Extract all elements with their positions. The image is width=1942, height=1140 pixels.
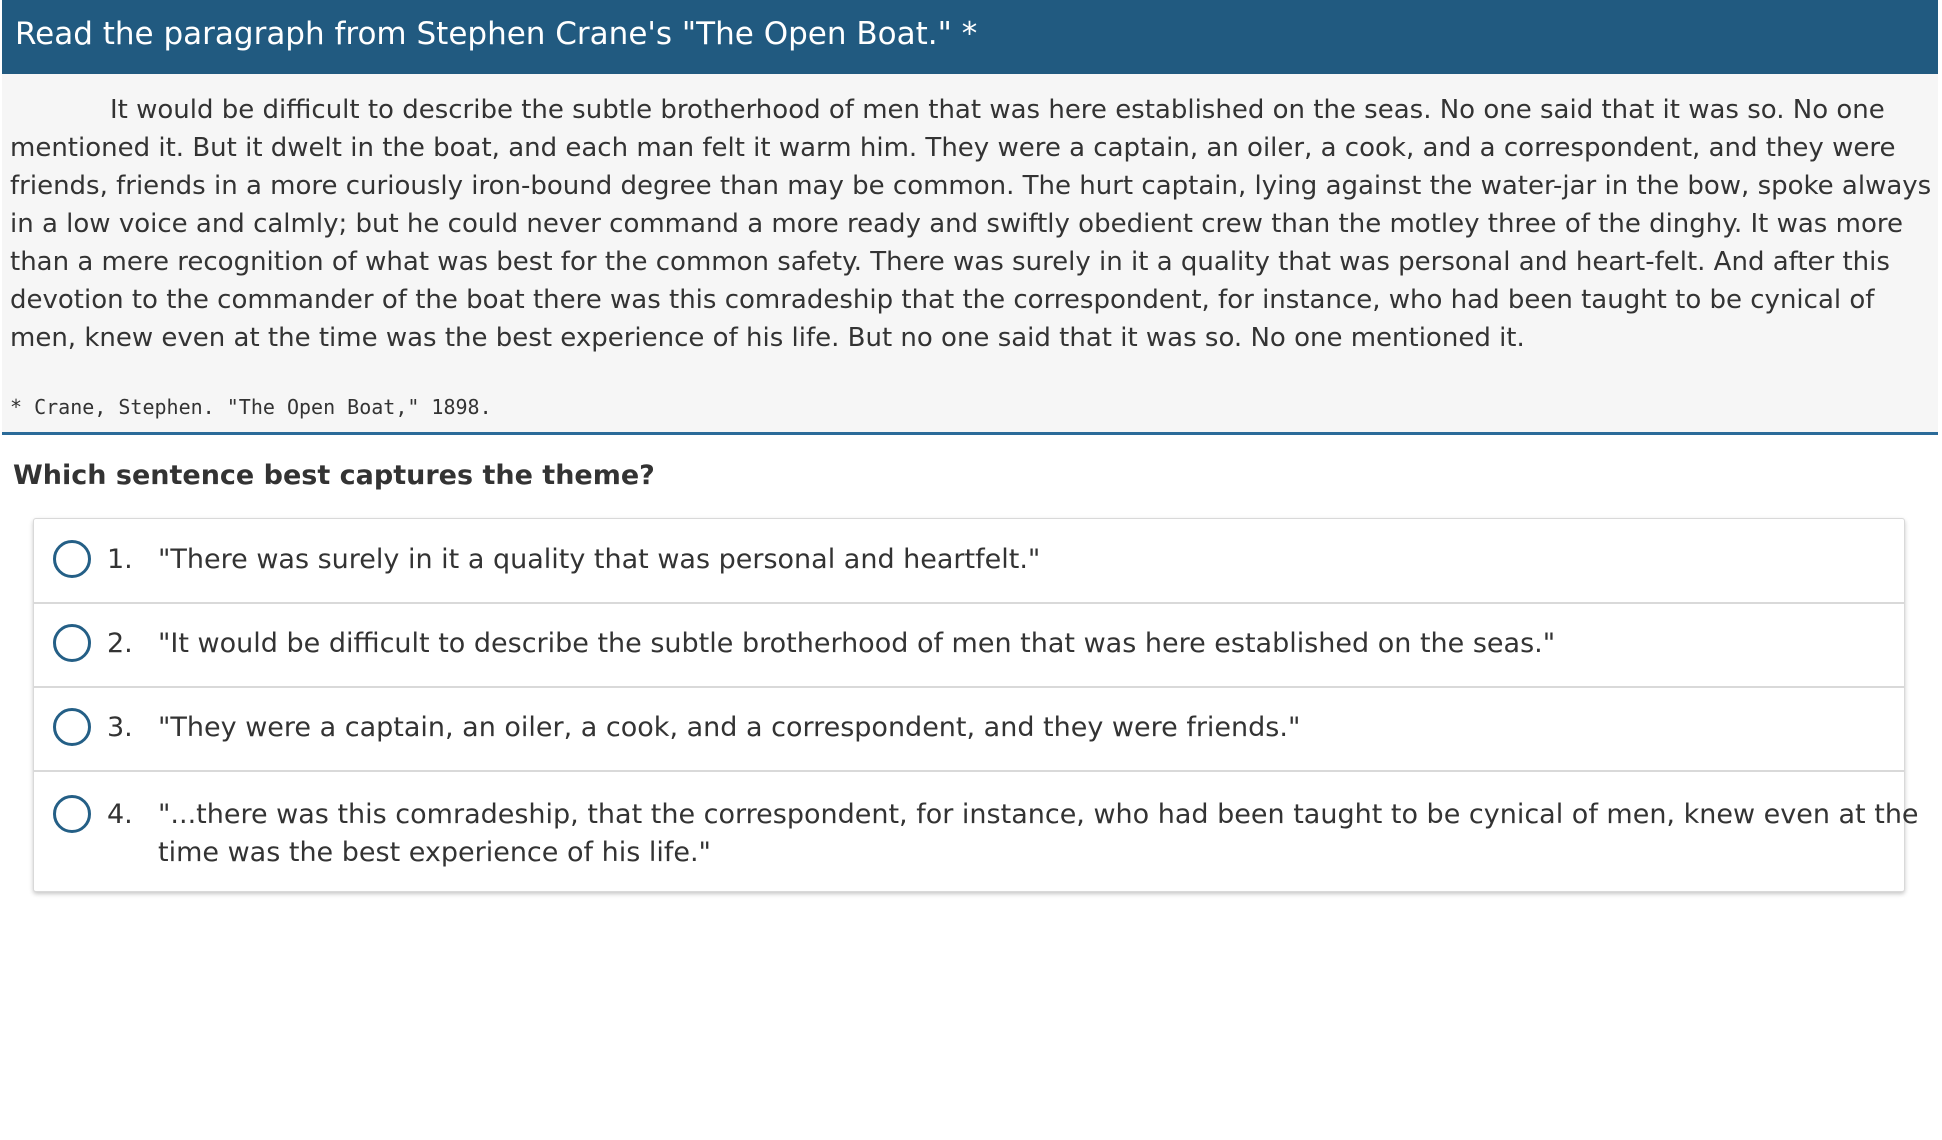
radio-button-icon[interactable]	[53, 540, 91, 578]
answer-option-2[interactable]	[34, 604, 1904, 688]
answer-options	[33, 518, 1919, 892]
option-number: 3.	[107, 712, 133, 743]
option-text	[158, 541, 1878, 579]
question-prompt: Which sentence best captures the theme?	[13, 460, 655, 491]
option-text-line: "They were a captain, an oiler, a cook, and a correspondent, and they were friends."	[158, 712, 1301, 743]
option-text-line: time was the best experience of his life."	[158, 837, 711, 868]
passage-line: It would be difficult to describe the subtle brotherhood of men that was here established on the seas. No one said that it was so. No one	[110, 95, 1885, 125]
passage-line: mentioned it. But it dwelt in the boat, and each man felt it warm him. They were a captain, an oiler, a cook, and a correspondent, and they were	[10, 133, 1896, 163]
passage-line: men, knew even at the time was the best experience of his life. But no one said that it was so. No one mentioned it.	[10, 323, 1525, 353]
option-text	[158, 796, 1919, 872]
radio-button-icon[interactable]	[53, 624, 91, 662]
passage-line: in a low voice and calmly; but he could never command a more ready and swiftly obedient crew than the motley three of the dinghy. It was more	[10, 209, 1903, 239]
option-number: 1.	[107, 544, 133, 575]
option-text-line: "It would be difficult to describe the subtle brotherhood of men that was here established on the seas."	[158, 628, 1556, 659]
radio-button-icon[interactable]	[53, 708, 91, 746]
passage-line: friends, friends in a more curiously iron-bound degree than may be common. The hurt captain, lying against the water-jar in the bow, spoke always	[10, 171, 1932, 201]
option-text-line: "...there was this comradeship, that the correspondent, for instance, who had been taught to be cynical of men, knew even at the	[158, 799, 1919, 830]
option-number: 2.	[107, 628, 133, 659]
option-number: 4.	[107, 799, 133, 830]
answer-option-1[interactable]	[34, 519, 1904, 604]
passage-panel	[2, 74, 1938, 435]
passage-citation: * Crane, Stephen. "The Open Boat," 1898.	[10, 395, 492, 419]
question-header-title: Read the paragraph from Stephen Crane's "The Open Boat." *	[15, 15, 978, 52]
passage-line: than a mere recognition of what was best for the common safety. There was surely in it a quality that was personal and heart-felt. And after this	[10, 247, 1890, 277]
radio-button-icon[interactable]	[53, 795, 91, 833]
answer-option-3[interactable]	[34, 688, 1904, 772]
option-text-line: "There was surely in it a quality that was personal and heartfelt."	[158, 544, 1041, 575]
passage-line: devotion to the commander of the boat there was this comradeship that the correspondent, for instance, who had been taught to be cynical of	[10, 285, 1875, 315]
answer-option-4[interactable]	[34, 772, 1919, 891]
option-text	[158, 709, 1878, 747]
passage-paragraph	[10, 91, 1936, 357]
option-text	[158, 625, 1878, 663]
question-header	[2, 0, 1938, 74]
